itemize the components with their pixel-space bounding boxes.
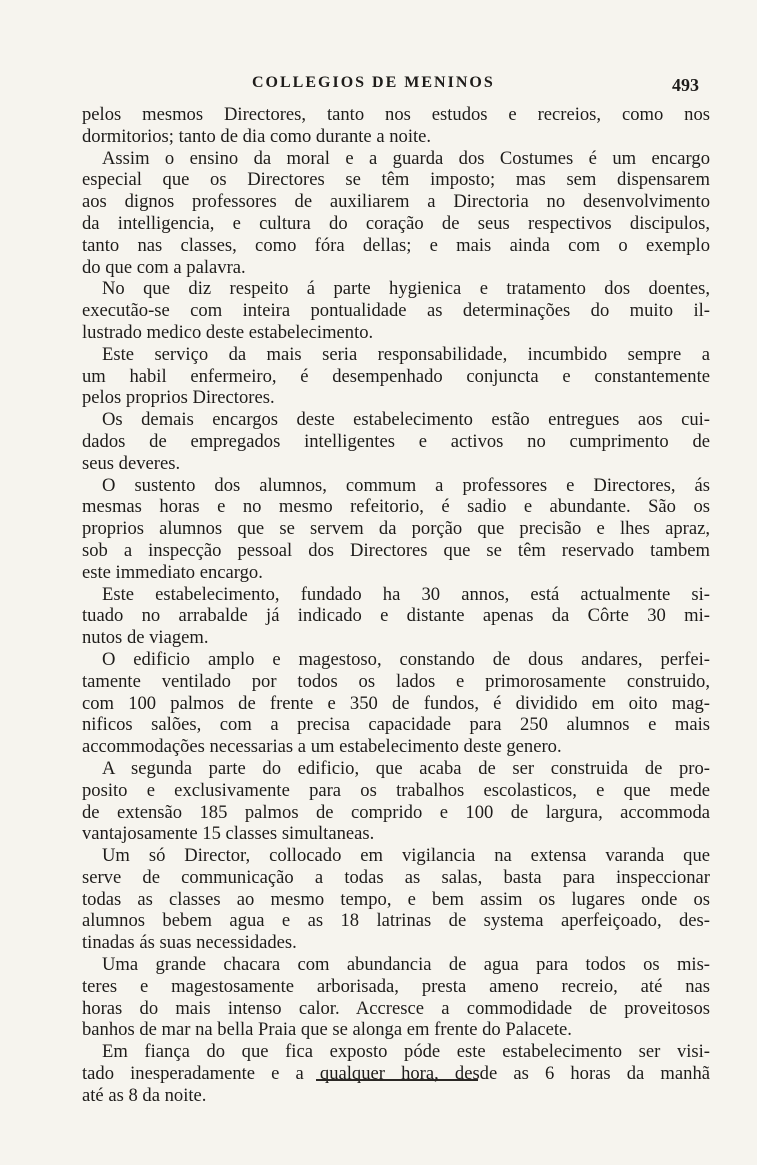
text-line: tuado no arrabalde já indicado e distante apenas da Côrte 30 mi- [82, 605, 710, 627]
text-line: nutos de viagem. [82, 627, 209, 649]
text-line: teres e magestosamente arborisada, presta ameno recreio, até nas [82, 975, 710, 997]
text-line: de extensão 185 palmos de comprido e 100 de largura, accommoda [82, 801, 710, 823]
text-line: até as 8 da noite. [82, 1084, 207, 1106]
text-line: nificos salões, com a precisa capacidade para 250 alumnos e mais [82, 714, 710, 736]
text-line: Os demais encargos deste estabelecimento estão entregues aos cui- [102, 409, 710, 431]
text-line: vantajosamente 15 classes simultaneas. [82, 823, 375, 845]
text-line: O edificio amplo e magestoso, constando de dous andares, perfei- [102, 648, 710, 670]
text-line: serve de communicação a todas as salas, basta para inspeccionar [82, 866, 710, 888]
text-line: Em fiança do que fica exposto póde este estabelecimento ser visi- [102, 1041, 710, 1063]
text-line: mesmas horas e no mesmo refeitorio, é sadio e abundante. São os [82, 496, 710, 518]
text-line: pelos proprios Directores. [82, 387, 275, 409]
text-line: Uma grande chacara com abundancia de agua para todos os mis- [102, 954, 710, 976]
text-line: tamente ventilado por todos os lados e primorosamente construido, [82, 670, 710, 692]
text-line: um habil enfermeiro, é desempenhado conjuncta e constantemente [82, 365, 710, 387]
text-line: tado inesperadamente e a qualquer hora, desde as 6 horas da manhã [82, 1063, 710, 1085]
text-line: este immediato encargo. [82, 561, 263, 583]
text-line: banhos de mar na bella Praia que se alonga em frente do Palacete. [82, 1019, 572, 1041]
text-line: O sustento dos alumnos, commum a professores e Directores, ás [102, 474, 710, 496]
text-line: todas as classes ao mesmo tempo, e bem assim os lugares onde os [82, 888, 710, 910]
text-line: proprios alumnos que se servem da porção que precisão e lhes apraz, [82, 518, 710, 540]
text-line: Assim o ensino da moral e a guarda dos Costumes é um encargo [102, 147, 710, 169]
text-line: dados de empregados intelligentes e activos no cumprimento de [82, 430, 710, 452]
text-line: Este estabelecimento, fundado ha 30 annos, está actualmente si- [102, 583, 710, 605]
text-line: do que com a palavra. [82, 256, 246, 278]
text-line: tanto nas classes, como fóra dellas; e mais ainda com o exemplo [82, 234, 710, 256]
text-line: No que diz respeito á parte hygienica e tratamento dos doentes, [102, 278, 710, 300]
text-line: seus deveres. [82, 452, 181, 474]
text-line: dormitorios; tanto de dia como durante a noite. [82, 125, 432, 147]
text-line: Este serviço da mais seria responsabilidade, incumbido sempre a [102, 343, 710, 365]
text-line: A segunda parte do edificio, que acaba de ser construida de pro- [102, 757, 710, 779]
text-line: com 100 palmos de frente e 350 de fundos, é dividido em oito mag- [82, 692, 710, 714]
text-line: horas do mais intenso calor. Accresce a commodidade de proveitosos [82, 997, 710, 1019]
text-line: lustrado medico deste estabelecimento. [82, 321, 374, 343]
text-line: especial que os Directores se têm imposto; mas sem dispensarem [82, 169, 710, 191]
text-line: alumnos bebem agua e as 18 latrinas de systema aperfeiçoado, des- [82, 910, 710, 932]
text-line: da intelligencia, e cultura do coração de seus respectivos discipulos, [82, 212, 710, 234]
text-line: tinadas ás suas necessidades. [82, 932, 297, 954]
running-title: COLLEGIOS DE MENINOS [252, 74, 495, 91]
text-line: posito e exclusivamente para os trabalhos escolasticos, e que mede [82, 779, 710, 801]
text-line: aos dignos professores de auxiliarem a Directoria no desenvolvimento [82, 191, 710, 213]
footer-rule [316, 1079, 478, 1081]
body-text [82, 104, 710, 1107]
text-line: executão-se com inteira pontualidade as determinações do muito il- [82, 300, 710, 322]
text-line: Um só Director, collocado em vigilancia na extensa varanda que [102, 845, 710, 867]
text-line: pelos mesmos Directores, tanto nos estudos e recreios, como nos [82, 104, 710, 125]
text-line: sob a inspecção pessoal dos Directores que se têm reservado tambem [82, 539, 710, 561]
page-number: 493 [672, 75, 699, 95]
text-line: accommodações necessarias a um estabelecimento deste genero. [82, 736, 562, 758]
